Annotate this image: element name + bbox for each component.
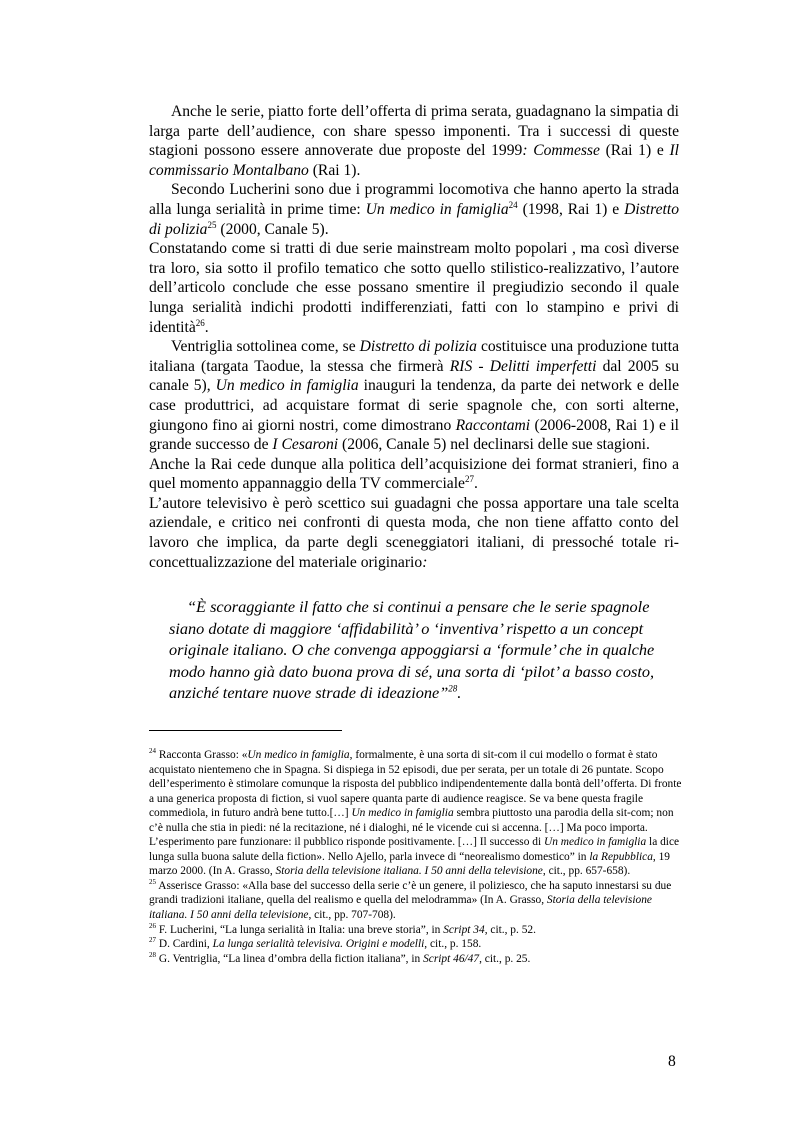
text-run: Asserisce Grasso: «Alla base del successo della serie c’è un genere, il poliziesco, che ha saputo innestarsi su due grandi tradizioni italiane, quella del realismo e quella del melodramma» (In A. Grasso,: [149, 879, 672, 907]
text-run: , cit., pp. 707-708).: [308, 909, 396, 922]
text-run: Anche la Rai cede dunque alla politica dell’acquisizione dei format stranieri, fino a quel momento appannaggio della TV commerciale: [149, 455, 679, 493]
text-run: .: [204, 318, 209, 336]
footnote-ref-28[interactable]: 28: [448, 683, 458, 694]
title-i-cesaroni: I Cesaroni: [272, 436, 339, 454]
text-run: Secondo Lucherini sono due i programmi locomotiva che hanno aperto la strada alla lunga serialità in prime time:: [149, 181, 679, 218]
block-quote: [169, 596, 681, 704]
text-run: (2006-2008, Rai 1) e il grande successo de: [149, 416, 679, 454]
footnote-number: 27: [149, 936, 156, 945]
paragraph-6: [149, 494, 679, 572]
quote-text: [169, 596, 681, 704]
footnotes: [149, 748, 683, 966]
title-medico-in-famiglia: Un medico in famiglia: [215, 377, 359, 395]
text-run: D. Cardini,: [156, 938, 213, 951]
text-run: , cit., p. 25.: [479, 952, 531, 965]
text-run: (Rai 1) e: [599, 142, 670, 160]
text-run: G. Ventriglia, “La linea d’ombra della fiction italiana”, in: [156, 952, 424, 965]
title-commesse: Commesse: [533, 142, 600, 160]
text-run: Storia della televisione italiana. I 50 anni della televisione: [275, 865, 543, 878]
text-run: , cit., pp. 657-658).: [542, 865, 631, 878]
text-run: Racconta Grasso: «: [156, 749, 248, 761]
page-number: 8: [668, 1053, 676, 1070]
text-run: :: [422, 553, 428, 571]
text-run: Un medico in famiglia: [543, 836, 647, 849]
text-run: Un medico in famiglia: [247, 749, 350, 761]
title-ris: RIS - Delitti imperfetti: [449, 357, 597, 375]
footnote-number: 26: [149, 921, 156, 930]
text-run: Storia della televisione italiana. I 50 anni della televisione: [149, 894, 652, 922]
footnote-25: [149, 879, 683, 923]
title-montalbano: Il commissario Montalbano: [149, 142, 679, 179]
text-run: , cit., p. 158.: [424, 938, 482, 951]
body-text: [149, 102, 679, 572]
title-distretto-di-polizia: Distretto di polizia: [149, 200, 680, 238]
text-run: :: [522, 142, 534, 160]
footnote-ref-26[interactable]: 26: [195, 317, 205, 328]
paragraph-2: [149, 180, 679, 239]
footnote-24: [149, 748, 683, 879]
text-run: (1998, Rai 1) e: [517, 200, 625, 218]
footnote-number: 25: [149, 878, 156, 887]
footnote-26: [149, 923, 683, 938]
paragraph-5: [149, 455, 679, 494]
text-run: , formalmente, è una sorta di sit-com il cui modello o format è stato acquistato nientemeno che in Spagna. Si dispiega in 52 episodi, due per serata, per un totale di 26 puntate. Scopo dell’esperimento è stimolare comunque la risposta del pubblico indipendentemente dalla bontà dell’offerta. Di fronte a una generica proposta di fiction, si vuol sapere quanta parte di audience reagisce. Se va bene questa fragile commediola, in futuro andrà bene tutto.[…]: [149, 749, 682, 820]
text-run: la Repubblica: [589, 850, 653, 863]
text-run: (2006, Canale 5) nel declinarsi delle sue stagioni.: [338, 436, 650, 454]
text-run: Ventriglia sottolinea come, se: [171, 338, 360, 356]
text-run: Anche le serie, piatto forte dell’offerta di prima serata, guadagnano la simpatia di larga parte dell’audience, con share spesso imponenti. Tra i successi di queste stagioni possono essere annoverate due proposte del 1999: [149, 103, 679, 160]
quote-run: “È scoraggiante il fatto che si continui a pensare che le serie spagnole siano dotate di maggiore ‘affidabilità’ o ‘inventiva’ rispetto a un concept originale italiano. O che convenga appoggiarsi a ‘formule’ che in qualche modo hanno già dato buona prova di sé, una sorta di ‘pilot’ a basso costo, anziché tentare nuove strade di ideazione”: [169, 597, 655, 703]
footnote-ref-24[interactable]: 24: [508, 199, 518, 210]
footnote-number: 28: [149, 950, 156, 959]
footnote-number: 24: [149, 747, 156, 756]
text-run: la dice lunga sulla buona salute della fiction». Nello Ajello, parla invece di “neorealismo domestico” in: [149, 836, 680, 863]
text-run: Un medico in famiglia: [351, 807, 454, 820]
text-run: .: [473, 475, 478, 493]
paragraph-4: [149, 337, 679, 455]
text-run: inauguri la tendenza, da parte dei network e delle case produttrici, ad acquistare format di serie spagnole che, con sorti alterne, giungono fino ai giorni nostri, come dimostrano: [149, 377, 680, 434]
text-run: F. Lucherini, “La lunga serialità in Italia: una breve storia”, in: [156, 923, 444, 936]
paragraph-3: [149, 239, 679, 337]
quote-run: .: [457, 683, 462, 703]
text-run: (Rai 1).: [308, 161, 361, 179]
text-run: , 19 marzo 2000. (In A. Grasso,: [149, 850, 670, 878]
footnote-separator: [149, 730, 342, 731]
footnote-28: [149, 952, 683, 967]
footnote-ref-25[interactable]: 25: [207, 219, 217, 230]
text-run: Constatando come si tratti di due serie mainstream molto popolari , ma così diverse tra loro, sia sotto il profilo tematico che sotto quello stilistico-realizzativo, l’autore dell’articolo conclude che esse possano smentire il pregiudizio secondo il quale lunga serialità indichi prodotti indifferenziati, fatti con lo stampino e privi di identità: [149, 240, 679, 336]
footnote-27: [149, 937, 683, 952]
paragraph-1: [149, 102, 679, 180]
text-run: Script 34: [443, 923, 485, 936]
text-run: dal 2005 su canale 5),: [149, 357, 679, 395]
text-run: costituisce una produzione tutta italiana (targata Taodue, la stessa che firmerà: [149, 338, 680, 375]
footnote-ref-27[interactable]: 27: [464, 474, 474, 485]
title-medico-in-famiglia: Un medico in famiglia: [365, 200, 509, 218]
text-run: sembra piuttosto una parodia della sit-com; non c’è nulla che stia in piedi: né la recitazione, né i dialoghi, né le vicende cui si accenna. […] Ma poco importa. L’esperimento pare funzionare: il pubblico risponde positivamente. […] Il successo di: [149, 807, 674, 849]
text-run: (2000, Canale 5).: [216, 220, 329, 238]
title-raccontami: Raccontami: [455, 416, 531, 434]
text-run: L’autore televisivo è però scettico sui guadagni che possa apportare una tale scelta aziendale, e critico nei confronti di questa moda, che non tiene affatto conto del lavoro che implica, da parte degli sceneggiatori italiani, di pressoché totale ri-concettualizzazione del materiale originario: [149, 494, 679, 571]
text-run: Script 46/47: [423, 952, 480, 965]
title-distretto-di-polizia: Distretto di polizia: [359, 338, 477, 356]
text-run: La lunga serialità televisiva. Origini e modelli: [212, 938, 425, 951]
text-run: , cit., p. 52.: [484, 923, 536, 936]
